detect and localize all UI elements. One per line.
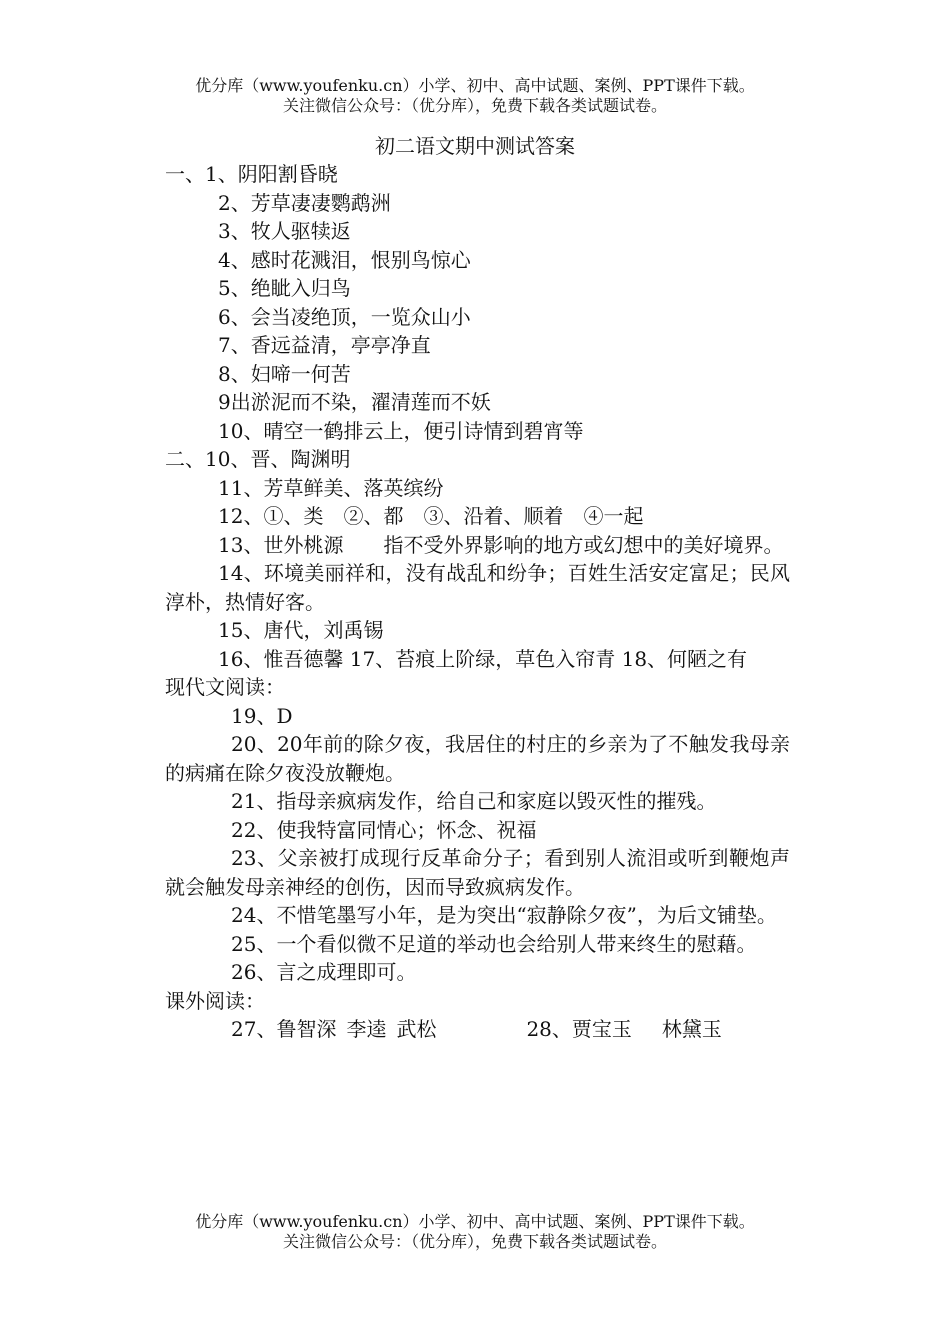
answer-item: 6、会当凌绝顶，一览众山小 bbox=[218, 304, 471, 329]
answer-item: 7、香远益清，亭亭净直 bbox=[218, 333, 431, 357]
q12-answer-d: ④一起 bbox=[583, 504, 644, 528]
answer-content bbox=[165, 160, 790, 1044]
answer-item: 3、牧人驱犊返 bbox=[218, 219, 351, 243]
header-line-1: 优分库（www.youfenku.cn）小学、初中、高中试题、案例、PPT课件下载。 bbox=[195, 76, 755, 95]
section1-label: 一、 bbox=[165, 162, 205, 186]
answer-item: 22、使我特富同情心；怀念、祝福 bbox=[231, 817, 537, 842]
footer-line-1: 优分库（www.youfenku.cn）小学、初中、高中试题、案例、PPT课件下载。 bbox=[195, 1212, 755, 1231]
answer-item: 16、惟吾德馨 17、苔痕上阶绿，草色入帘青 18、何陋之有 bbox=[218, 646, 748, 671]
answer-item: 4、感时花溅泪，恨别鸟惊心 bbox=[218, 247, 471, 272]
answer-item-q27-28 bbox=[165, 1015, 790, 1044]
answer-item: 10、晴空一鹤排云上，便引诗情到碧宵等 bbox=[218, 418, 584, 443]
answer-item: 25、一个看似微不足道的举动也会给别人带来终生的慰藉。 bbox=[231, 931, 757, 956]
answer-item: 2、芳草凄凄鹦鹉洲 bbox=[218, 190, 391, 215]
answer-item-q13 bbox=[165, 531, 790, 560]
answer-item: 23、父亲被打成现行反革命分子；看到别人流泪或听到鞭炮声就会触发母亲神经的创伤，因而导致疯病发作。 bbox=[165, 846, 790, 899]
answer-item: 5、绝眦入归鸟 bbox=[218, 276, 351, 300]
q13-part-2: 指不受外界影响的地方或幻想中的美好境界。 bbox=[383, 532, 784, 557]
answer-item: 9出淤泥而不染，濯清莲而不妖 bbox=[218, 390, 491, 414]
q27-answer-a: 鲁智深 bbox=[276, 1017, 337, 1041]
q28-answer-a: 贾宝玉 bbox=[571, 1017, 632, 1041]
footer-line-2: 关注微信公众号：（优分库），免费下载各类试题试卷。 bbox=[282, 1232, 667, 1251]
modern-reading-label: 现代文阅读： bbox=[165, 675, 285, 699]
q28-number: 28、 bbox=[526, 1017, 572, 1041]
section1-first-line bbox=[165, 160, 790, 189]
answer-item: 26、言之成理即可。 bbox=[231, 960, 417, 984]
answer-item: 14、环境美丽祥和，没有战乱和纷争；百姓生活安定富足；民风淳朴，热情好客。 bbox=[165, 561, 790, 614]
answer-item: 24、不惜笔墨写小年，是为突出“寂静除夕夜”，为后文铺垫。 bbox=[231, 903, 777, 927]
answer-item: 1、阴阳割昏晓 bbox=[205, 162, 338, 186]
q12-answer-b: ②、都 bbox=[343, 504, 404, 528]
q27-answer-c: 武松 bbox=[396, 1017, 437, 1041]
answer-item: 19、D bbox=[231, 703, 293, 728]
answer-item: 15、唐代，刘禹锡 bbox=[218, 618, 384, 642]
section2-label: 二、 bbox=[165, 447, 205, 471]
answer-item: 21、指母亲疯病发作，给自己和家庭以毁灭性的摧残。 bbox=[231, 789, 717, 813]
q28-answer-b: 林黛玉 bbox=[661, 1017, 722, 1041]
extra-reading-label: 课外阅读： bbox=[165, 988, 265, 1013]
answer-item: 11、芳草鲜美、落英缤纷 bbox=[218, 475, 444, 500]
header-line-2: 关注微信公众号：（优分库），免费下载各类试题试卷。 bbox=[282, 96, 667, 115]
q12-answer-a: ①、类 bbox=[263, 504, 324, 528]
section2-first-line bbox=[165, 445, 790, 474]
answer-item: 10、晋、陶渊明 bbox=[205, 447, 351, 471]
answer-item-q12 bbox=[165, 502, 790, 531]
page-title: 初二语文期中测试答案 bbox=[375, 134, 575, 158]
q12-number: 12、 bbox=[218, 504, 264, 528]
header-banner bbox=[0, 76, 950, 116]
q27-answer-b: 李逵 bbox=[346, 1017, 387, 1041]
answer-item: 20、20年前的除夕夜，我居住的村庄的乡亲为了不触发我母亲的病痛在除夕夜没放鞭炮。 bbox=[165, 732, 790, 785]
q12-answer-c: ③、沿着、顺着 bbox=[423, 504, 564, 528]
q13-part-1: 13、世外桃源 bbox=[218, 532, 344, 557]
q27-number: 27、 bbox=[231, 1017, 277, 1041]
answer-item: 8、妇啼一何苦 bbox=[218, 361, 351, 386]
footer-banner bbox=[0, 1212, 950, 1252]
